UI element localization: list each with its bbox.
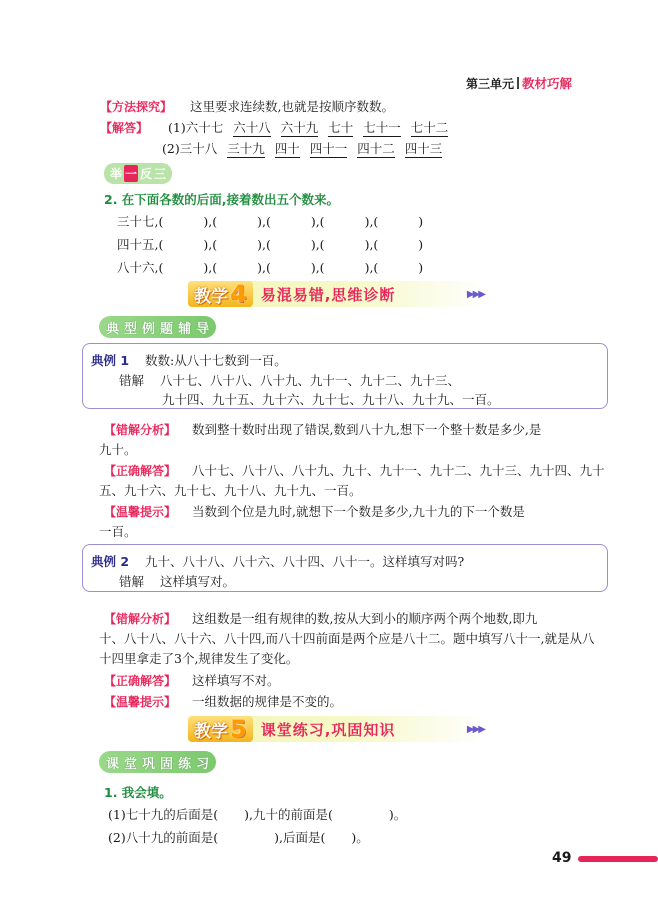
- q2-sep: ),(: [203, 237, 218, 252]
- example-label: 典例 1: [91, 353, 130, 368]
- extension-pill: [104, 163, 172, 184]
- tip-2-line: [104, 692, 658, 710]
- chip-char: 导: [196, 321, 210, 337]
- unit-label: 第三单元: [466, 77, 515, 91]
- example-1-box: [82, 343, 608, 409]
- correct-1-line: [104, 461, 658, 479]
- lesson-badge-text: 教学: [194, 721, 228, 742]
- analysis-text: 十四里拿走了3个,规律发生了变化。: [99, 651, 299, 666]
- page-number-bar: [578, 856, 658, 862]
- chip-char: 堂: [124, 756, 138, 772]
- q2-start: 八十六,(: [117, 260, 164, 275]
- analysis-text: 十、八十八、八十六、八十四,而八十四前面是两个应是八十二。题中填写八十一,就是从八: [99, 631, 595, 646]
- q1-text: (1)七十九的后面是(: [108, 807, 219, 822]
- lesson-number: 4: [230, 280, 247, 308]
- answer-line-2: [162, 139, 658, 157]
- tip-1-line: [104, 502, 658, 520]
- q2-sep: ),(: [257, 214, 271, 229]
- answer-blank: 三十九: [227, 141, 265, 156]
- wrong-label: 错解: [119, 574, 145, 589]
- q1-text: ),九十的前面是(: [244, 807, 333, 822]
- arrows-icon: ▶▶▶: [466, 723, 484, 735]
- q2-sep: ),(: [257, 260, 271, 275]
- wrong-text: 这样填写对。: [159, 574, 235, 589]
- answer-blank: 六十八: [233, 120, 271, 135]
- q2-sep: ),(: [364, 260, 379, 275]
- q2-sep: ),(: [257, 237, 271, 252]
- lesson-title: 课堂练习,巩固知识: [260, 720, 396, 739]
- example-guide-chip: [99, 316, 216, 338]
- chip-char: 习: [196, 756, 210, 772]
- q2-end: ): [418, 214, 424, 229]
- answer-blank: 四十三: [404, 141, 443, 156]
- analysis-1-line: [104, 420, 658, 438]
- correct-2-line: [104, 671, 658, 689]
- pill-char: 举: [110, 167, 123, 181]
- lesson-number: 5: [230, 715, 247, 743]
- pill-char: 三: [154, 167, 167, 181]
- q2-start: 三十七,(: [117, 214, 164, 229]
- q2-sep: ),(: [203, 260, 218, 275]
- answer-blank: 六十九: [280, 120, 319, 135]
- chip-char: 题: [160, 321, 174, 337]
- analysis-2-line: [104, 609, 658, 627]
- answer-blank: 七十: [328, 120, 354, 135]
- q2-end: ): [418, 237, 424, 252]
- answer-blank: 四十二: [357, 141, 395, 156]
- correct-tag: 【正确解答】: [104, 674, 177, 688]
- example-2-wrong-line: [119, 572, 235, 590]
- q2-row: [117, 235, 658, 253]
- answer-blank: 七十二: [410, 120, 449, 135]
- q1-text: )。: [388, 807, 407, 822]
- chip-char: 典: [106, 321, 120, 337]
- method-tag: 【方法探究】: [100, 100, 173, 114]
- q2-sep: ),(: [310, 214, 325, 229]
- tip-text: 当数到个位是九时,就想下一个数是多少,九十九的下一个数是: [191, 504, 525, 519]
- lesson-5-banner: [188, 716, 488, 742]
- example-1-question-line: [91, 351, 287, 369]
- correct-tag: 【正确解答】: [104, 464, 177, 478]
- method-text: 这里要求连续数,也就是按顺序数数。: [189, 99, 394, 114]
- tip-tag: 【温馨提示】: [104, 695, 177, 709]
- correct-text: 八十七、八十八、八十九、九十、九十一、九十二、九十三、九十四、九十: [191, 463, 605, 478]
- pill-char: 反: [140, 167, 153, 181]
- pill-char: 一: [125, 167, 138, 181]
- method-line: [100, 97, 658, 115]
- correct-text: 这样填写不对。: [191, 673, 280, 688]
- analysis-text: 这组数是一组有规律的数,按从大到小的顺序两个两个地数,即九: [191, 611, 538, 626]
- arrows-icon: ▶▶▶: [466, 288, 484, 300]
- q1-text: (2)八十九的前面是(: [108, 830, 219, 845]
- section-label: 教材巧解: [522, 76, 573, 91]
- q2-sep: ),(: [310, 237, 325, 252]
- analysis-tag: 【错解分析】: [104, 423, 177, 437]
- answer-tag: 【解答】: [100, 121, 149, 135]
- chip-char: 课: [106, 756, 120, 772]
- answer-prefix-2: (2)三十八: [162, 141, 218, 156]
- lesson-4-banner: [188, 281, 488, 307]
- chip-char: 例: [142, 321, 156, 337]
- header-separator: [517, 77, 519, 89]
- chip-char: 固: [160, 756, 174, 772]
- analysis-text: 数到整十数时出现了错误,数到八十九,想下一个整十数是多少,是: [191, 422, 542, 437]
- class-practice-chip: [99, 751, 216, 773]
- q1-text: ),后面是(: [274, 830, 326, 845]
- lesson-badge: [188, 716, 253, 742]
- answer-prefix-1: (1)六十七: [167, 120, 224, 135]
- chip-char: 型: [124, 321, 138, 337]
- lesson-title: 易混易错,思维诊断: [260, 285, 396, 304]
- correct-text: 五、九十六、九十七、九十八、九十九、一百。: [99, 483, 362, 498]
- answer-blank: 四十一: [309, 141, 348, 156]
- tip-tag: 【温馨提示】: [104, 505, 177, 519]
- q2-sep: ),(: [310, 260, 325, 275]
- answer-line-1: [100, 118, 658, 136]
- lesson-badge-text: 教学: [194, 286, 228, 307]
- example-question: 九十、八十八、八十六、八十四、八十一。这样填写对吗?: [145, 554, 465, 569]
- answer-blank: 七十一: [363, 120, 401, 135]
- analysis-text: 九十。: [99, 442, 137, 457]
- analysis-tag: 【错解分析】: [104, 612, 177, 626]
- example-2-box: [82, 544, 608, 592]
- page-number: 49: [552, 850, 572, 866]
- tip-text: 一百。: [99, 524, 137, 539]
- q2-start: 四十五,(: [117, 237, 164, 252]
- wrong-label: 错解: [119, 373, 145, 388]
- q2-row: [117, 212, 658, 230]
- q1-title: 1. 我会填。: [104, 785, 172, 800]
- example-question: 数数:从八十七数到一百。: [145, 353, 287, 368]
- chip-char: 巩: [142, 756, 156, 772]
- chip-char: 辅: [178, 321, 192, 337]
- lesson-badge: [188, 281, 253, 307]
- answer-blank: 四十: [274, 141, 300, 156]
- wrong-text: 九十四、九十五、九十六、九十七、九十八、九十九、一百。: [162, 392, 500, 407]
- q2-end: ): [418, 260, 424, 275]
- q1-line-1: [108, 805, 658, 823]
- example-label: 典例 2: [91, 554, 130, 569]
- example-2-question-line: [91, 552, 464, 570]
- q2-sep: ),(: [203, 214, 218, 229]
- q2-title: 2. 在下面各数的后面,接着数出五个数来。: [104, 192, 340, 207]
- example-1-wrong-line: [119, 371, 460, 389]
- q2-row: [117, 258, 658, 276]
- tip-text: 一组数据的规律是不变的。: [191, 694, 342, 709]
- chip-char: 练: [178, 756, 192, 772]
- q2-sep: ),(: [364, 237, 379, 252]
- running-header: [466, 74, 572, 92]
- q2-sep: ),(: [364, 214, 379, 229]
- q1-text: )。: [351, 830, 369, 845]
- q1-line-2: [108, 828, 658, 846]
- wrong-text: 八十七、八十八、八十九、九十一、九十二、九十三、: [159, 373, 460, 388]
